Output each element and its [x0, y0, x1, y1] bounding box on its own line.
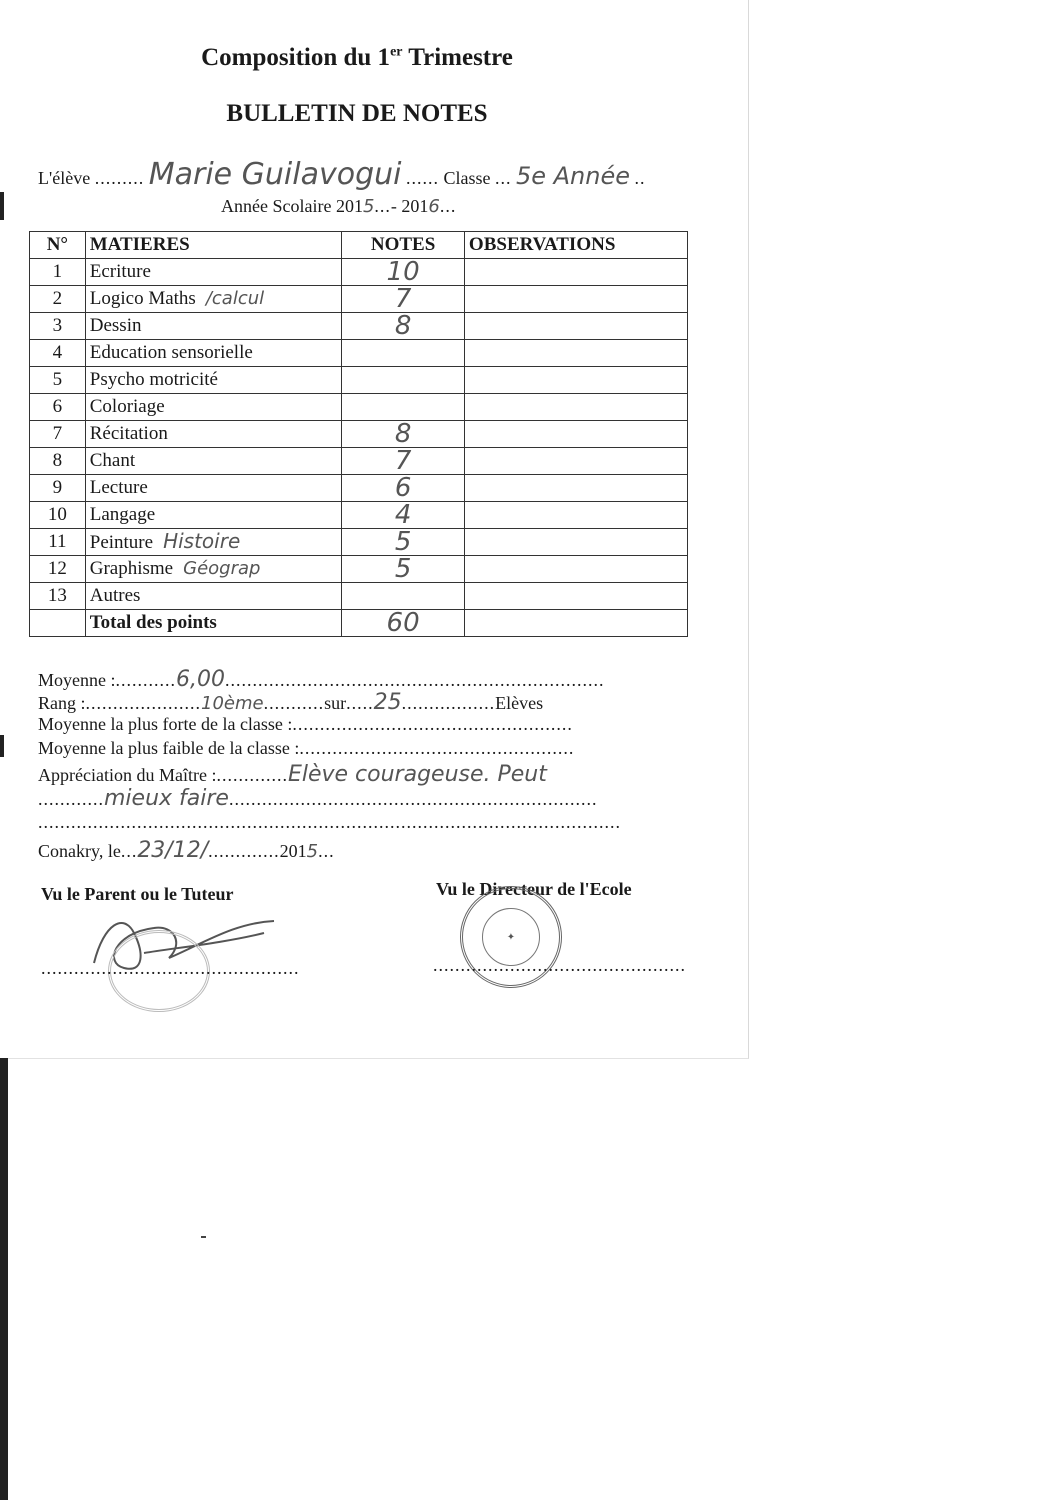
date-line: Conakry, le...23/12/.............2015... — [38, 838, 335, 863]
subject-name: Dessin — [89, 315, 142, 336]
table-total-row — [30, 610, 688, 637]
table-row — [30, 394, 688, 421]
row-number: 10 — [30, 502, 86, 529]
year-label: Année Scolaire 201 — [221, 196, 363, 216]
rang-value: 10ème — [201, 693, 264, 714]
grades-table — [29, 231, 688, 637]
row-note: 8 — [342, 421, 465, 448]
row-note: 6 — [342, 475, 465, 502]
row-observation — [464, 286, 687, 313]
header-subjects: MATIERES — [85, 232, 342, 259]
row-subject — [85, 259, 342, 286]
row-number: 6 — [30, 394, 86, 421]
table-row — [30, 421, 688, 448]
document-title — [0, 44, 714, 72]
row-number: 2 — [30, 286, 86, 313]
table-row — [30, 340, 688, 367]
subject-name: Psycho motricité — [89, 369, 218, 390]
student-label: L'élève — [38, 168, 91, 188]
rang-label: Rang : — [38, 693, 86, 713]
total-empty-cell — [30, 610, 86, 637]
row-number: 8 — [30, 448, 86, 475]
table-row — [30, 286, 688, 313]
scan-edge-mark — [0, 735, 4, 757]
row-subject — [85, 340, 342, 367]
parent-signature-line: ............................................... — [41, 958, 300, 978]
eleves-label: Elèves — [495, 693, 544, 713]
subject-annotation: Géograp — [183, 558, 261, 579]
row-observation — [464, 448, 687, 475]
row-note: 5 — [342, 529, 465, 556]
total-value: 60 — [342, 610, 465, 637]
moyenne-value: 6,00 — [175, 667, 225, 692]
subject-name: Langage — [89, 504, 156, 525]
class-label: Classe — [443, 168, 491, 188]
row-number: 5 — [30, 367, 86, 394]
row-observation — [464, 259, 687, 286]
scan-edge-mark — [0, 1058, 8, 1500]
row-note: 7 — [342, 286, 465, 313]
row-observation — [464, 529, 687, 556]
total-label: Total des points — [85, 610, 342, 637]
row-subject — [85, 286, 342, 313]
row-observation — [464, 421, 687, 448]
date-year-prefix: 201 — [279, 841, 307, 861]
row-observation — [464, 475, 687, 502]
row-subject — [85, 421, 342, 448]
scan-speck — [201, 1236, 206, 1238]
row-number: 1 — [30, 259, 86, 286]
row-note: 7 — [342, 448, 465, 475]
appreciation-line: Appréciation du Maître :.............Elève courageuse. Peut — [38, 762, 547, 787]
date-year-digit: 5 — [306, 841, 319, 862]
appreciation-text-1: Elève courageuse. Peut — [287, 762, 547, 787]
date-value: 23/12/ — [137, 838, 209, 863]
row-subject — [85, 448, 342, 475]
appreciation-text-2: mieux faire — [104, 786, 229, 811]
school-year-line: Année Scolaire 2015...- 2016... — [221, 196, 457, 217]
moyenne-line: Moyenne :...........6,00..................................................................... — [38, 667, 605, 692]
table-row — [30, 475, 688, 502]
row-number: 4 — [30, 340, 86, 367]
sur-label: sur — [324, 693, 347, 713]
table-row — [30, 502, 688, 529]
appreciation-continuation: ............mieux faire................................................................... — [38, 786, 598, 811]
total-observation — [464, 610, 687, 637]
blank-dotted-line: .......................................................................................................... — [38, 812, 621, 832]
row-note: 10 — [342, 259, 465, 286]
table-row — [30, 583, 688, 610]
row-observation — [464, 394, 687, 421]
subject-name: Lecture — [89, 477, 148, 498]
row-note — [342, 394, 465, 421]
row-note: 4 — [342, 502, 465, 529]
subject-name: Peinture — [89, 532, 154, 553]
row-note — [342, 367, 465, 394]
row-observation — [464, 583, 687, 610]
row-number: 11 — [30, 529, 86, 556]
row-note: 5 — [342, 556, 465, 583]
row-number: 13 — [30, 583, 86, 610]
row-observation — [464, 556, 687, 583]
row-subject — [85, 583, 342, 610]
parent-signature-label: Vu le Parent ou le Tuteur — [41, 884, 234, 904]
row-number: 9 — [30, 475, 86, 502]
document-subtitle: BULLETIN DE NOTES — [226, 100, 488, 127]
row-note — [342, 583, 465, 610]
row-subject — [85, 313, 342, 340]
appreciation-label: Appréciation du Maître : — [38, 765, 217, 785]
row-subject — [85, 502, 342, 529]
row-observation — [464, 367, 687, 394]
title-sup: er — [390, 44, 403, 60]
year-sep: - 201 — [390, 196, 429, 216]
row-number: 3 — [30, 313, 86, 340]
student-name: Marie Guilavogui — [148, 157, 402, 192]
row-number: 7 — [30, 421, 86, 448]
director-signature-line: .............................................. — [433, 955, 686, 975]
student-line: L'élève ......... Marie Guilavogui ...... Classe ... 5e Année .. — [38, 157, 646, 192]
subject-name: Logico Maths — [89, 288, 196, 309]
title-prefix: Composition du 1 — [201, 44, 391, 71]
table-row — [30, 529, 688, 556]
subject-annotation: /calcul — [205, 288, 265, 309]
table-row — [30, 313, 688, 340]
title-suffix: Trimestre — [402, 44, 513, 71]
header-notes: NOTES — [342, 232, 465, 259]
table-header-row — [30, 232, 688, 259]
rang-line: Rang :.....................10ème...........sur.....25.................Elèves — [38, 690, 544, 715]
row-observation — [464, 502, 687, 529]
table-row — [30, 367, 688, 394]
year-start-digit: 5 — [362, 196, 375, 217]
subject-annotation: Histoire — [163, 529, 241, 553]
moyenne-label: Moyenne : — [38, 670, 116, 690]
row-observation — [464, 313, 687, 340]
subject-name: Education sensorielle — [89, 342, 253, 363]
row-subject — [85, 367, 342, 394]
subject-name: Récitation — [89, 423, 168, 444]
year-end-digit: 6 — [428, 196, 440, 217]
sur-value: 25 — [373, 690, 402, 715]
subject-name: Autres — [89, 585, 141, 606]
forte-line: Moyenne la plus forte de la classe :................................................... — [38, 714, 573, 734]
subject-name: Graphisme — [89, 558, 174, 579]
table-row — [30, 259, 688, 286]
scan-edge-mark — [0, 192, 4, 220]
subject-name: Ecriture — [89, 261, 151, 282]
row-observation — [464, 340, 687, 367]
header-number: N° — [30, 232, 86, 259]
row-number: 12 — [30, 556, 86, 583]
header-observations: OBSERVATIONS — [464, 232, 687, 259]
row-note: 8 — [342, 313, 465, 340]
table-row — [30, 556, 688, 583]
director-signature-label: Vu le Directeur de l'Ecole — [436, 879, 632, 899]
subject-name: Chant — [89, 450, 136, 471]
row-subject — [85, 475, 342, 502]
forte-label: Moyenne la plus forte de la classe : — [38, 714, 293, 734]
row-subject — [85, 529, 342, 556]
class-value: 5e Année — [515, 162, 631, 190]
row-subject — [85, 394, 342, 421]
row-note — [342, 340, 465, 367]
faible-line: Moyenne la plus faible de la classe :.................................................. — [38, 738, 575, 758]
school-stamp-center: ✦ — [482, 908, 540, 966]
subject-name: Coloriage — [89, 396, 165, 417]
row-subject — [85, 556, 342, 583]
table-row — [30, 448, 688, 475]
faible-label: Moyenne la plus faible de la classe : — [38, 738, 300, 758]
place-label: Conakry, le — [38, 841, 121, 861]
